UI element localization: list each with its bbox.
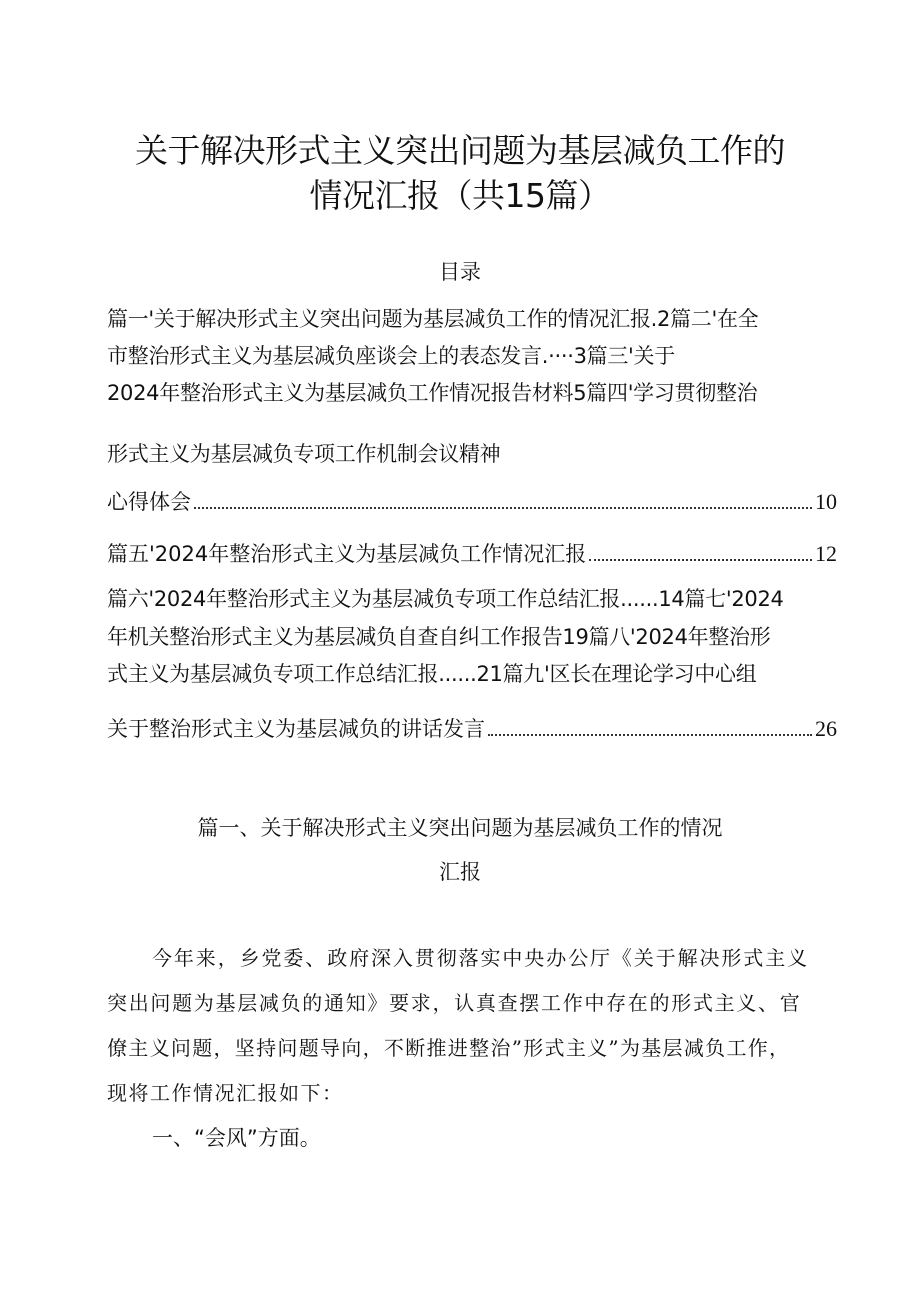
toc-entry-pian5 <box>107 537 837 571</box>
toc-line: 篇六'2024年整治形式主义为基层减负专项工作总结汇报......14篇七'2024 <box>107 587 784 611</box>
toc-line: 年机关整治形式主义为基层减负自查自纠工作报告19篇八'2024年整治形 <box>107 625 771 649</box>
toc-entry-text: 心得体会 <box>107 490 191 514</box>
toc-heading: 目录 <box>439 260 481 284</box>
toc-page-number: 26 <box>815 716 837 741</box>
section-title-line-1: 篇一、关于解决形式主义突出问题为基层减负工作的情况 <box>197 816 723 840</box>
toc-line: 篇一'关于解决形式主义突出问题为基层减负工作的情况汇报.2篇二'在全 <box>107 307 759 331</box>
toc-page-number: 10 <box>815 489 837 514</box>
paragraph-line: 僚主义问题，坚持问题导向，不断推进整治”形式主义”为基层减负工作， <box>107 1036 791 1060</box>
section-subheading: 一、“会风”方面。 <box>152 1126 321 1150</box>
toc-line: 2024年整治形式主义为基层减负工作情况报告材料5篇四'学习贯彻整治 <box>107 381 758 405</box>
document-title-line-2: 情况汇报（共15篇） <box>309 176 611 215</box>
toc-leader-dots <box>488 716 812 736</box>
document-title-line-1: 关于解决形式主义突出问题为基层减负工作的 <box>135 131 785 170</box>
toc-entry-text: 篇五'2024年整治形式主义为基层减负工作情况汇报 <box>107 542 587 566</box>
paragraph-line: 今年来，乡党委、政府深入贯彻落实中央办公厅《关于解决形式主义 <box>152 946 809 970</box>
toc-line: 式主义为基层减负专项工作总结汇报......21篇九'区长在理论学习中心组 <box>107 662 757 686</box>
toc-entry-text: 关于整治形式主义为基层减负的讲话发言 <box>107 717 485 741</box>
paragraph-line: 突出问题为基层减负的通知》要求，认真查摆工作中存在的形式主义、官 <box>107 991 802 1015</box>
toc-entry-xindetihui <box>107 485 837 519</box>
paragraph-line: 现将工作情况汇报如下： <box>107 1081 344 1105</box>
section-title-line-2: 汇报 <box>439 860 481 884</box>
toc-leader-dots <box>194 489 812 509</box>
toc-page-number: 12 <box>815 541 837 566</box>
toc-line: 市整治形式主义为基层减负座谈会上的表态发言.····3篇三'关于 <box>107 344 675 368</box>
toc-leader-dots <box>589 541 812 561</box>
toc-entry-last <box>107 712 837 746</box>
toc-line: 形式主义为基层减负专项工作机制会议精神 <box>107 442 501 466</box>
